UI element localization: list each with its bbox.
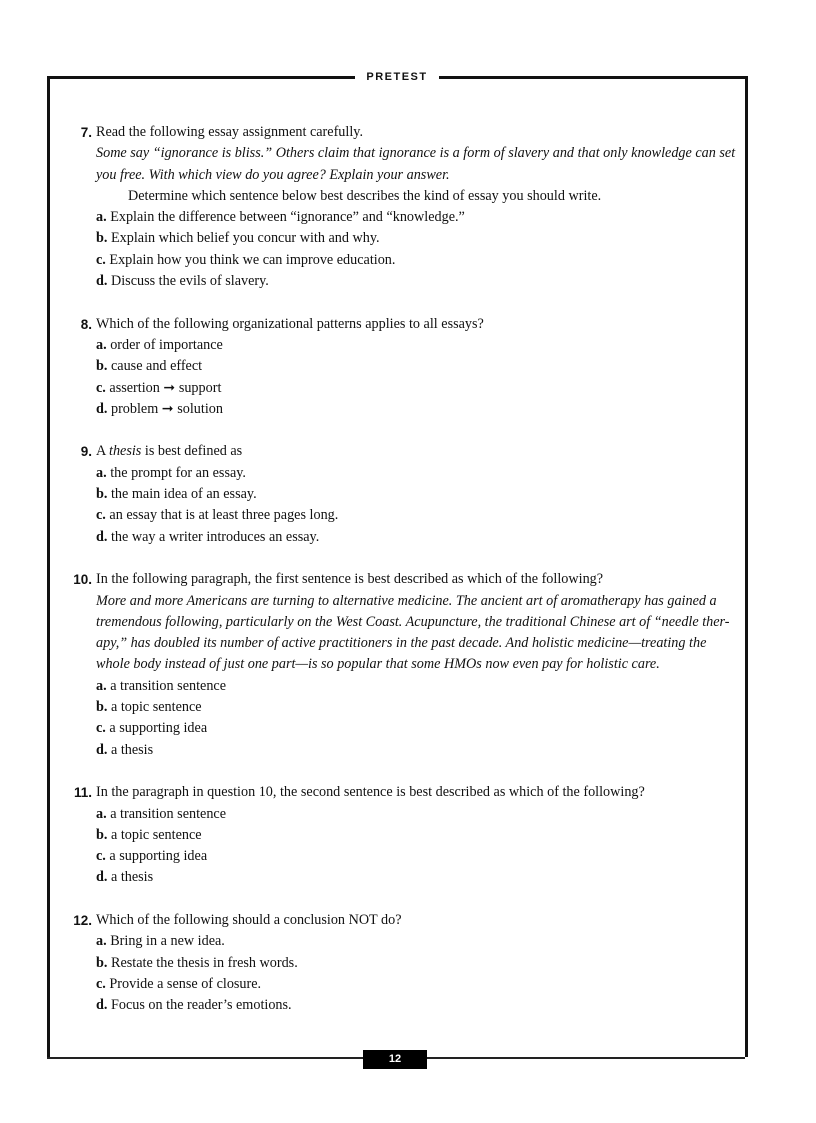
option-a: a. the prompt for an essay. bbox=[96, 464, 246, 481]
question-number: 11. bbox=[73, 785, 92, 801]
passage-line: tremendous following, particularly on the West Coast. Acupuncture, the traditional Chinese art of “needle ther- bbox=[96, 613, 730, 630]
option-c: c. a supporting idea bbox=[96, 720, 208, 737]
option-b: b. Restate the thesis in fresh words. bbox=[96, 954, 298, 971]
passage-line: More and more Americans are turning to alternative medicine. The ancient art of aromatherapy has gained a bbox=[96, 592, 717, 609]
option-c: c. Provide a sense of closure. bbox=[96, 975, 262, 992]
option-d: d. Discuss the evils of slavery. bbox=[96, 273, 269, 290]
question-12 bbox=[70, 910, 730, 1016]
question-stem: A thesis is best defined as bbox=[96, 443, 243, 460]
question-number: 7. bbox=[80, 125, 92, 140]
option-a: a. a transition sentence bbox=[96, 805, 227, 822]
option-c: c. Explain how you think we can improve education. bbox=[96, 251, 396, 268]
option-b: b. cause and effect bbox=[96, 358, 203, 375]
passage-line: whole body instead of just one part—is so popular that some HMOs now even pay for holistic care. bbox=[96, 656, 660, 673]
question-9 bbox=[70, 441, 730, 547]
passage-line: Some say “ignorance is bliss.” Others claim that ignorance is a form of slavery and that only knowledge can set bbox=[96, 145, 736, 162]
question-7 bbox=[70, 122, 736, 292]
question-list bbox=[70, 122, 736, 1038]
option-d: d. a thesis bbox=[96, 869, 154, 886]
question-number: 9. bbox=[80, 444, 92, 460]
option-c: c. a supporting idea bbox=[96, 848, 208, 865]
question-instruction: Determine which sentence below best describes the kind of essay you should write. bbox=[128, 187, 602, 204]
option-a: a. Explain the difference between “ignorance” and “knowledge.” bbox=[96, 209, 465, 226]
option-b: b. the main idea of an essay. bbox=[96, 486, 257, 503]
question-number: 8. bbox=[80, 316, 92, 332]
option-d: d. problem ➞ solution bbox=[96, 400, 223, 417]
option-c: c. an essay that is at least three pages long. bbox=[96, 507, 339, 524]
question-10 bbox=[70, 569, 730, 761]
option-b: b. a topic sentence bbox=[96, 699, 202, 716]
option-b: b. Explain which belief you concur with and why. bbox=[96, 230, 380, 247]
option-b: b. a topic sentence bbox=[96, 826, 202, 843]
option-d: d. the way a writer introduces an essay. bbox=[96, 528, 320, 545]
question-number: 10. bbox=[73, 572, 92, 588]
question-stem: In the following paragraph, the first sentence is best described as which of the following? bbox=[96, 571, 604, 588]
option-d: d. Focus on the reader’s emotions. bbox=[96, 997, 292, 1014]
option-a: a. a transition sentence bbox=[96, 677, 227, 694]
question-stem: Which of the following organizational patterns applies to all essays? bbox=[96, 315, 484, 332]
question-stem: In the paragraph in question 10, the second sentence is best described as which of the following? bbox=[96, 784, 645, 801]
question-stem: Read the following essay assignment carefully. bbox=[96, 124, 363, 140]
passage-line: apy,” has doubled its number of active practitioners in the past decade. And holistic medicine—treating the bbox=[96, 635, 707, 652]
question-stem: Which of the following should a conclusion NOT do? bbox=[96, 911, 402, 928]
question-8 bbox=[70, 314, 730, 420]
option-c: c. assertion ➞ support bbox=[96, 379, 222, 396]
passage-line: you free. With which view do you agree? Explain your answer. bbox=[96, 166, 450, 183]
page-number: 12 bbox=[363, 1050, 427, 1069]
question-number: 12. bbox=[73, 912, 92, 928]
option-a: a. order of importance bbox=[96, 336, 223, 353]
question-11 bbox=[70, 782, 730, 888]
section-header: PRETEST bbox=[355, 69, 439, 86]
option-a: a. Bring in a new idea. bbox=[96, 933, 225, 950]
option-d: d. a thesis bbox=[96, 741, 154, 758]
